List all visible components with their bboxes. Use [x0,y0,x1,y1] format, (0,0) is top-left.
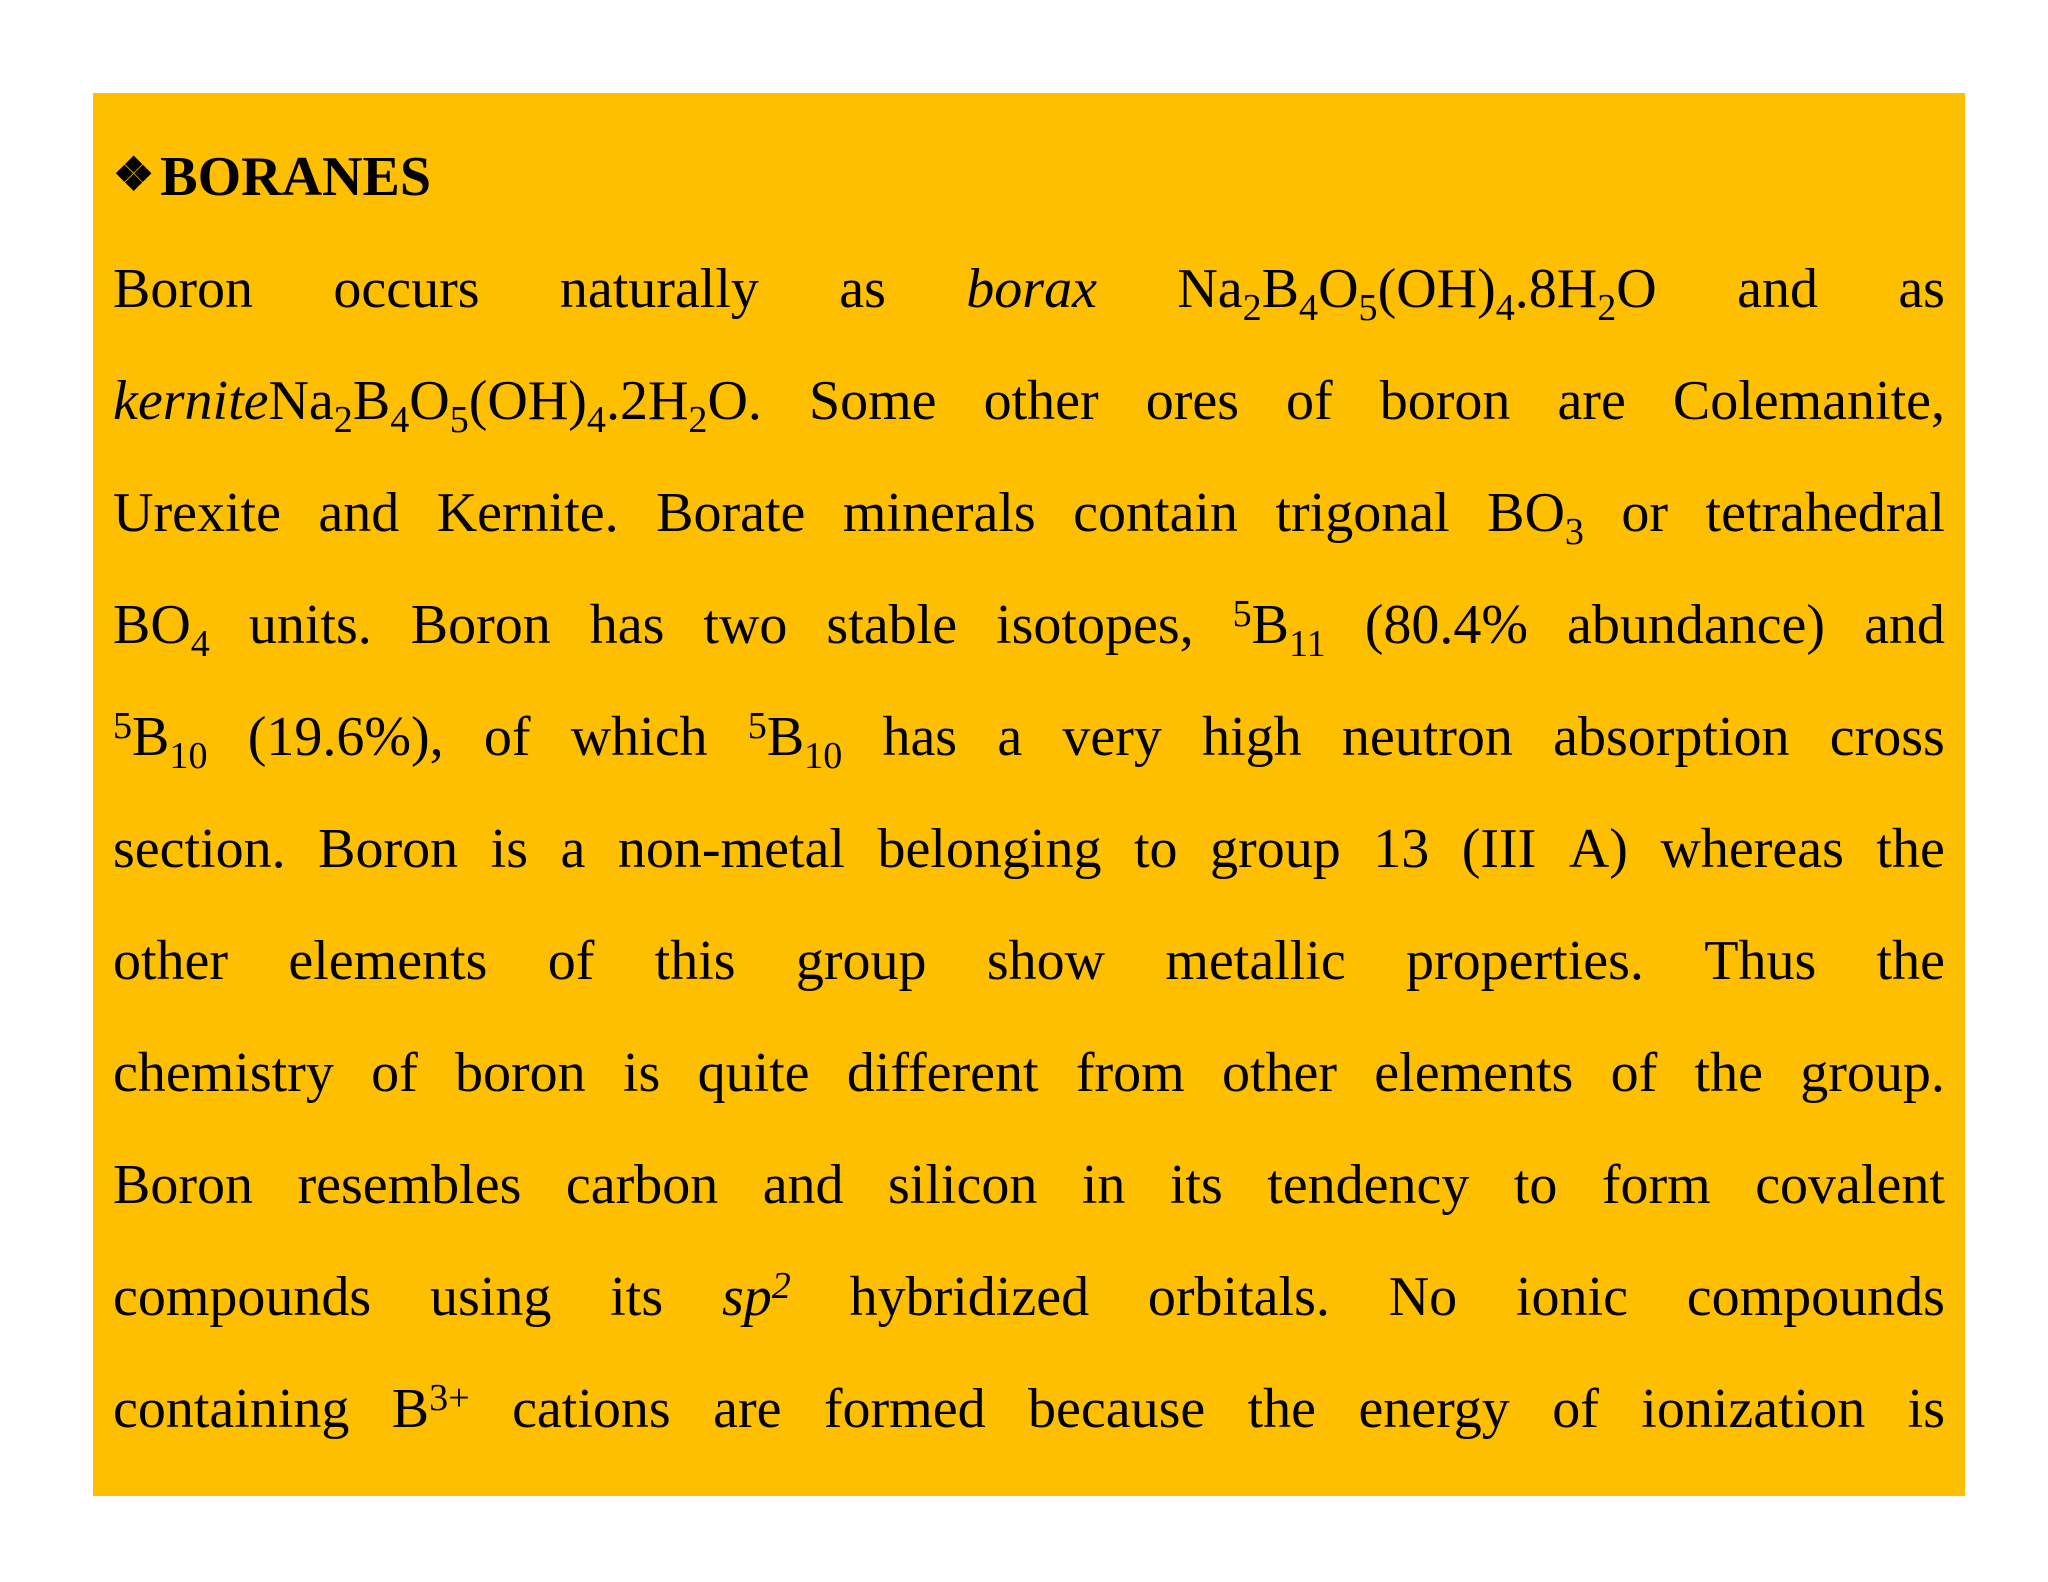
paragraph-line-4 [113,569,1945,681]
word: other [113,930,229,992]
word: (19.6%), [247,706,444,768]
word: boron [1379,370,1511,432]
word: a [997,706,1023,768]
paragraph-line-8 [113,1017,1945,1129]
word: is [622,1042,661,1104]
word: section. [113,818,286,880]
word: orbitals. [1147,1266,1330,1328]
word: because [1028,1378,1206,1440]
word: form [1601,1154,1711,1216]
word: compounds [1686,1266,1945,1328]
isotope-b10: $^5B_{10}$ [747,704,843,777]
word: naturally [559,258,759,320]
heading-title: BORANES [160,146,431,208]
isotope-b10: $^5B_{10}$ [113,704,208,777]
paragraph-line-5 [113,681,1945,793]
word: the [1876,818,1945,880]
word: abundance) [1566,594,1826,656]
word: other [1221,1042,1338,1104]
word: ionization [1641,1378,1866,1440]
word: formed [823,1378,986,1440]
word: show [986,930,1106,992]
paragraph-line-3 [113,457,1945,569]
word: to [1133,818,1178,880]
word: compounds [113,1266,372,1328]
paragraph-line-9 [113,1129,1945,1241]
word: group. [1800,1042,1945,1104]
word: cross [1829,706,1945,768]
word: is [490,818,529,880]
word: hybridized [849,1266,1090,1328]
word: and [762,1154,844,1216]
word: of [371,1042,418,1104]
word: of [1610,1042,1658,1104]
word: from [1075,1042,1185,1104]
bo4-formula: $BO_4$ [113,594,210,665]
word: of [483,706,531,768]
word: its [610,1266,664,1328]
word: trigonal [1275,482,1450,544]
word: (80.4% [1364,594,1528,656]
word: 13 [1373,818,1430,880]
content-panel [93,93,1965,1496]
word: Boron [113,258,253,320]
paragraph-line-2 [113,345,1945,457]
word: elements [288,930,488,992]
sp2-term: $sp^2$ [721,1264,791,1328]
word: contain [1073,482,1238,544]
word: as [839,258,886,320]
word: of [1286,370,1333,432]
slide-heading [113,121,1945,233]
word: of [547,930,595,992]
word: silicon [888,1154,1038,1216]
word: tendency [1267,1154,1470,1216]
word: ores [1145,370,1239,432]
word: Kernite. [436,482,619,544]
word: carbon [565,1154,719,1216]
word: Boron [318,818,459,880]
word: to [1513,1154,1558,1216]
word: using [430,1266,552,1328]
word: has [882,706,958,768]
b3plus-ion: $B^{3+}$ [391,1376,470,1440]
word: quite [697,1042,810,1104]
word: is [1907,1378,1945,1440]
word: Boron [410,594,551,656]
paragraph-line-1 [113,233,1945,345]
word: its [1169,1154,1223,1216]
word: this [654,930,736,992]
word: two [703,594,788,656]
word: and [1737,258,1818,320]
word: occurs [333,258,480,320]
word: stable [826,594,958,656]
word: A) [1568,818,1628,880]
paragraph-line-6 [113,793,1945,905]
word: resembles [297,1154,522,1216]
word: absorption [1553,706,1790,768]
word: different [846,1042,1039,1104]
paragraph-line-11 [113,1353,1945,1465]
word: units. [248,594,372,656]
word: Thus [1704,930,1817,992]
word: the [1247,1378,1317,1440]
word: very [1062,706,1162,768]
word: cations [512,1378,671,1440]
word: are [713,1378,782,1440]
word: and [1864,594,1945,656]
word: non-metal [617,818,845,880]
word: and [318,482,400,544]
word: chemistry [113,1042,334,1104]
word: minerals [842,482,1036,544]
word: Some [808,370,937,432]
word: Urexite [113,482,281,544]
word: isotopes, [996,594,1194,656]
word: neutron [1341,706,1513,768]
paragraph-line-10 [113,1241,1945,1353]
word: metallic [1165,930,1346,992]
word: covalent [1755,1154,1945,1216]
word: in [1081,1154,1126,1216]
word: belonging [877,818,1102,880]
kernite-formula: $kerniteNa_2B_4O_5(OH)_4.2H_2O$. [113,370,762,441]
word: Boron [113,1154,253,1216]
word: high [1202,706,1302,768]
word: whereas [1660,818,1844,880]
word: as [1898,258,1945,320]
word: ionic [1515,1266,1628,1328]
word: a [560,818,586,880]
word: of [1552,1378,1599,1440]
word: tetrahedral [1705,482,1945,544]
bo3-formula: $BO_3$ [1487,482,1584,553]
word: containing [113,1378,350,1440]
word: group [795,930,927,992]
word: No [1388,1266,1458,1328]
mineral-name-borax: borax [966,258,1097,320]
word: (III [1461,818,1537,880]
word: the [1694,1042,1763,1104]
word: Borate [656,482,806,544]
borax-formula: $Na_2B_4O_5(OH)_4.8H_2O$ [1177,258,1657,329]
word: boron [455,1042,586,1104]
word: properties. [1406,930,1644,992]
word: the [1876,930,1945,992]
word: are [1557,370,1626,432]
word: other [983,370,1099,432]
isotope-b11: $^5B_{11}$ [1232,592,1326,665]
word: which [570,706,708,768]
diamond-bullet-icon: ❖ [113,149,155,200]
word: group [1210,818,1341,880]
word: energy [1358,1378,1510,1440]
word: Colemanite, [1672,370,1945,432]
word: elements [1374,1042,1574,1104]
paragraph-line-7 [113,905,1945,1017]
word: or [1621,482,1669,544]
word: has [589,594,665,656]
